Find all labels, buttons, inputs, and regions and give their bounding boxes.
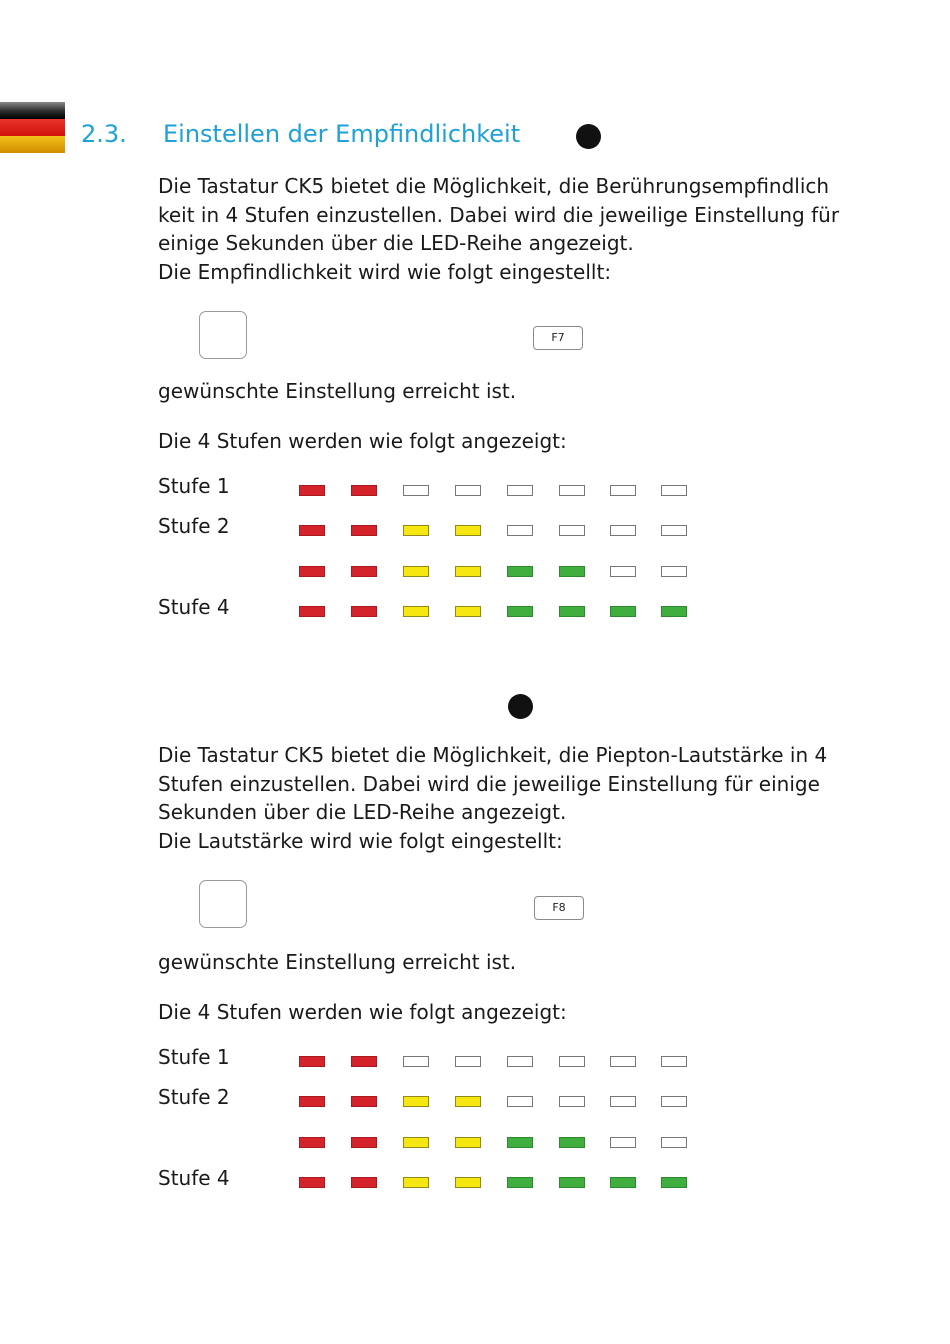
led-indicator-off — [610, 525, 636, 536]
led-indicator-off — [559, 525, 585, 536]
keypad-key-icon — [199, 311, 247, 359]
levels-intro: Die 4 Stufen werden wie folgt angezeigt: — [158, 1000, 567, 1024]
led-indicator-red — [299, 1137, 325, 1148]
led-indicator-yellow — [403, 1177, 429, 1188]
led-indicator-red — [351, 485, 377, 496]
led-indicator-green — [559, 1137, 585, 1148]
led-indicator-off — [507, 485, 533, 496]
led-indicator-green — [507, 1177, 533, 1188]
led-indicator-yellow — [455, 525, 481, 536]
led-indicator-off — [559, 485, 585, 496]
led-indicator-green — [559, 1177, 585, 1188]
level-label: Stufe 4 — [158, 595, 230, 619]
level-label: Stufe 2 — [158, 1085, 230, 1109]
led-indicator-red — [299, 566, 325, 577]
led-indicator-off — [403, 485, 429, 496]
f8-key-icon: F8 — [534, 896, 584, 920]
led-indicator-green — [610, 1177, 636, 1188]
led-indicator-yellow — [455, 1177, 481, 1188]
led-indicator-off — [610, 1137, 636, 1148]
keypad-key-icon — [199, 880, 247, 928]
led-indicator-off — [610, 566, 636, 577]
level-label: Stufe 1 — [158, 1045, 230, 1069]
led-indicator-red — [299, 1056, 325, 1067]
paragraph-line: einige Sekunden über die LED-Reihe angezeigt. — [158, 231, 634, 255]
led-indicator-red — [299, 606, 325, 617]
paragraph-line: keit in 4 Stufen einzustellen. Dabei wird die jeweilige Einstellung für — [158, 202, 840, 227]
led-indicator-green — [559, 606, 585, 617]
led-indicator-red — [351, 1137, 377, 1148]
german-flag-icon — [0, 102, 65, 153]
led-indicator-off — [661, 525, 687, 536]
block2-paragraph — [158, 741, 898, 855]
led-indicator-off — [559, 1056, 585, 1067]
led-indicator-red — [299, 1177, 325, 1188]
led-indicator-red — [299, 485, 325, 496]
paragraph-line: Die Empfindlichkeit wird wie folgt eingestellt: — [158, 259, 612, 284]
paragraph-line: Die Tastatur CK5 bietet die Möglichkeit, die Berührungsempfindlich — [158, 174, 830, 198]
led-indicator-yellow — [403, 1137, 429, 1148]
section-number: 2.3. — [81, 120, 127, 148]
led-indicator-red — [299, 525, 325, 536]
paragraph-line: Sekunden über die LED-Reihe angezeigt. — [158, 800, 567, 824]
led-indicator-green — [507, 1137, 533, 1148]
level-label: Stufe 2 — [158, 514, 230, 538]
bullet-dot-icon — [576, 124, 601, 149]
led-indicator-yellow — [455, 606, 481, 617]
led-indicator-yellow — [403, 566, 429, 577]
led-indicator-off — [455, 485, 481, 496]
led-indicator-green — [610, 606, 636, 617]
section-title: Einstellen der Empfindlichkeit — [163, 120, 521, 148]
levels-intro: Die 4 Stufen werden wie folgt angezeigt: — [158, 429, 567, 453]
led-indicator-off — [661, 1137, 687, 1148]
block1-paragraph — [158, 172, 898, 286]
led-indicator-off — [661, 485, 687, 496]
led-indicator-off — [507, 1056, 533, 1067]
led-indicator-yellow — [455, 566, 481, 577]
led-indicator-off — [661, 566, 687, 577]
led-indicator-red — [351, 1056, 377, 1067]
led-indicator-red — [351, 1177, 377, 1188]
led-indicator-red — [351, 606, 377, 617]
led-indicator-off — [403, 1056, 429, 1067]
led-indicator-red — [351, 1096, 377, 1107]
after-key-text: gewünschte Einstellung erreicht ist. — [158, 379, 517, 403]
led-indicator-off — [507, 525, 533, 536]
led-indicator-off — [610, 1056, 636, 1067]
led-indicator-red — [351, 525, 377, 536]
led-indicator-off — [661, 1056, 687, 1067]
after-key-text: gewünschte Einstellung erreicht ist. — [158, 950, 517, 974]
led-indicator-off — [507, 1096, 533, 1107]
led-indicator-green — [507, 566, 533, 577]
level-label: Stufe 4 — [158, 1166, 230, 1190]
led-indicator-green — [661, 1177, 687, 1188]
paragraph-line: Stufen einzustellen. Dabei wird die jeweilige Einstellung für einige — [158, 771, 820, 796]
level-label: Stufe 1 — [158, 474, 230, 498]
led-indicator-off — [559, 1096, 585, 1107]
led-indicator-red — [299, 1096, 325, 1107]
led-indicator-green — [559, 566, 585, 577]
led-indicator-off — [455, 1056, 481, 1067]
paragraph-line: Die Tastatur CK5 bietet die Möglichkeit, die Piepton-Lautstärke in 4 — [158, 743, 828, 767]
led-indicator-red — [351, 566, 377, 577]
led-indicator-yellow — [403, 606, 429, 617]
led-indicator-green — [507, 606, 533, 617]
bullet-dot-icon — [508, 694, 533, 719]
led-indicator-off — [610, 1096, 636, 1107]
led-indicator-off — [661, 1096, 687, 1107]
led-indicator-yellow — [455, 1096, 481, 1107]
led-indicator-green — [661, 606, 687, 617]
led-indicator-yellow — [403, 1096, 429, 1107]
led-indicator-yellow — [455, 1137, 481, 1148]
paragraph-line: Die Lautstärke wird wie folgt eingestellt: — [158, 828, 563, 853]
led-indicator-yellow — [403, 525, 429, 536]
f7-key-icon: F7 — [533, 326, 583, 350]
led-indicator-off — [610, 485, 636, 496]
